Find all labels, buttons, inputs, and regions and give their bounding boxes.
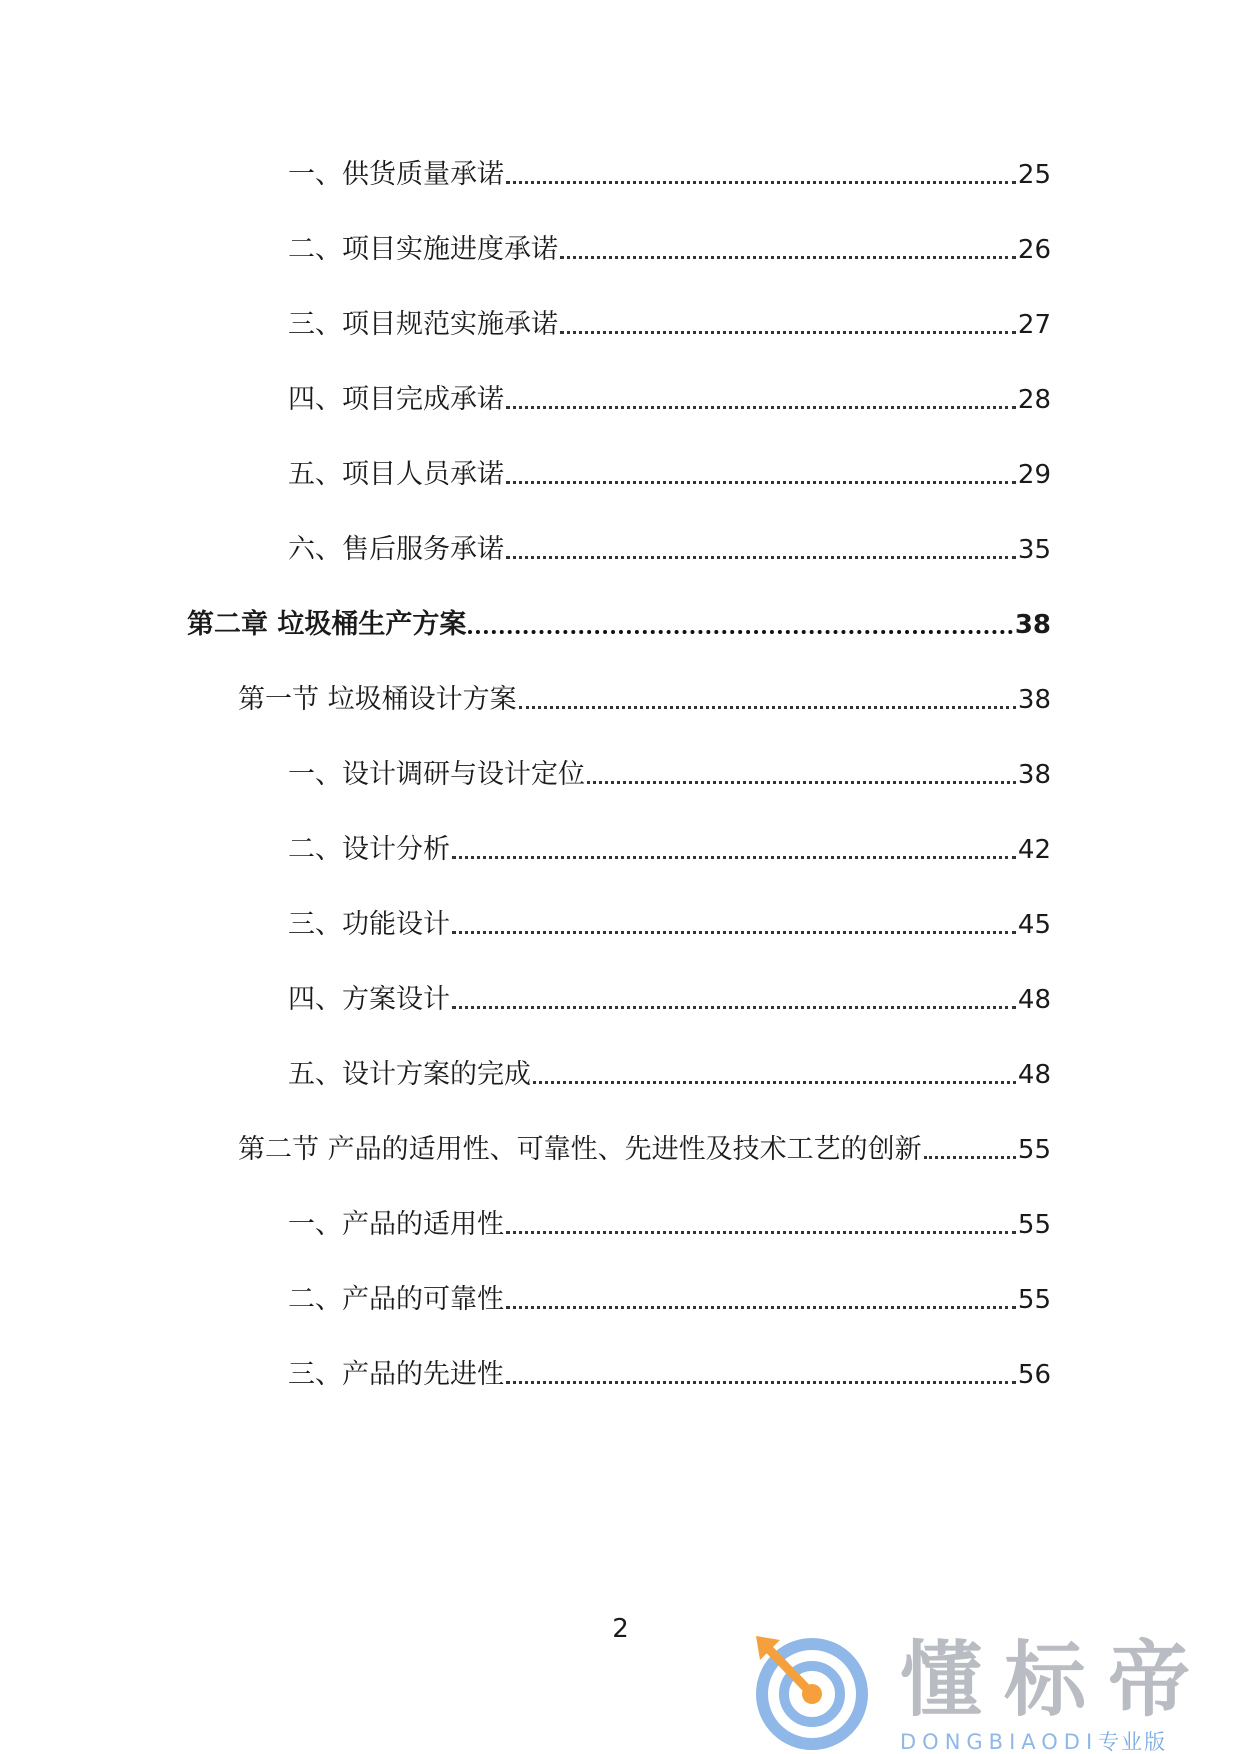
- toc-entry[interactable]: [288, 1055, 1051, 1095]
- toc-dot-leader: [452, 931, 1016, 934]
- toc-dot-leader: [506, 406, 1016, 409]
- page-number: 2: [612, 1614, 629, 1644]
- toc-entry-title: 五、项目人员承诺: [288, 459, 504, 490]
- toc-section-entry[interactable]: [238, 1130, 1051, 1170]
- toc-entry-title: 一、设计调研与设计定位: [288, 759, 585, 790]
- toc-entry-page: 38: [1017, 685, 1051, 715]
- toc-entry-page: 29: [1017, 460, 1051, 490]
- toc-entry-page: 26: [1017, 235, 1051, 265]
- toc-entry-page: 27: [1017, 310, 1051, 340]
- target-dart-icon: [750, 1630, 870, 1750]
- toc-dot-leader: [533, 1081, 1016, 1084]
- toc-entry[interactable]: [288, 530, 1051, 570]
- toc-entry-page: 35: [1017, 535, 1051, 565]
- toc-entry[interactable]: [288, 305, 1051, 345]
- toc-dot-leader: [506, 556, 1016, 559]
- toc-entry-title: 第二章 垃圾桶生产方案: [187, 609, 467, 640]
- toc-dot-leader: [506, 1381, 1016, 1384]
- toc-entry-title: 二、产品的可靠性: [288, 1284, 504, 1315]
- toc-entry[interactable]: [288, 755, 1051, 795]
- toc-entry-title: 六、售后服务承诺: [288, 534, 504, 565]
- toc-entry-title: 一、供货质量承诺: [288, 159, 504, 190]
- toc-dot-leader: [506, 1306, 1016, 1309]
- toc-entry-title: 四、项目完成承诺: [288, 384, 504, 415]
- toc-entry[interactable]: [288, 830, 1051, 870]
- watermark-subtitle-en: DONGBIAODI: [900, 1730, 1099, 1754]
- toc-entry-title: 三、项目规范实施承诺: [288, 309, 558, 340]
- brand-watermark: [750, 1630, 1220, 1754]
- toc-dot-leader: [506, 1231, 1016, 1234]
- toc-entry[interactable]: [288, 380, 1051, 420]
- toc-entry-title: 五、设计方案的完成: [288, 1059, 531, 1090]
- toc-dot-leader: [506, 481, 1016, 484]
- watermark-subtitle-cn: 专业版: [1098, 1730, 1168, 1754]
- toc-entry-page: 25: [1017, 160, 1051, 190]
- toc-entry-page: 28: [1017, 385, 1051, 415]
- toc-entry-page: 48: [1017, 985, 1051, 1015]
- toc-entry-page: 55: [1017, 1135, 1051, 1165]
- toc-entry-page: 55: [1017, 1285, 1051, 1315]
- toc-entry-title: 第二节 产品的适用性、可靠性、先进性及技术工艺的创新: [238, 1134, 922, 1165]
- toc-entry-title: 四、方案设计: [288, 984, 450, 1015]
- toc-entry-title: 一、产品的适用性: [288, 1209, 504, 1240]
- toc-chapter-entry[interactable]: [187, 605, 1051, 645]
- toc-dot-leader: [468, 630, 1012, 634]
- toc-dot-leader: [587, 781, 1016, 784]
- toc-entry-page: 56: [1017, 1360, 1051, 1390]
- toc-entry[interactable]: [288, 230, 1051, 270]
- toc-dot-leader: [924, 1156, 1016, 1159]
- watermark-brand-name: 懂标帝: [900, 1633, 1213, 1728]
- toc-entry[interactable]: [288, 905, 1051, 945]
- toc-dot-leader: [560, 256, 1016, 259]
- toc-entry[interactable]: [288, 155, 1051, 195]
- toc-entry[interactable]: [288, 455, 1051, 495]
- toc-dot-leader: [452, 1006, 1016, 1009]
- toc-entry-title: 第一节 垃圾桶设计方案: [238, 684, 517, 715]
- toc-entry[interactable]: [288, 980, 1051, 1020]
- toc-entry-title: 二、项目实施进度承诺: [288, 234, 558, 265]
- toc-entry-page: 42: [1017, 835, 1051, 865]
- toc-entry-page: 38: [1014, 610, 1051, 640]
- watermark-subtitle: [900, 1730, 1167, 1754]
- toc-entry[interactable]: [288, 1280, 1051, 1320]
- toc-entry-page: 45: [1017, 910, 1051, 940]
- toc-dot-leader: [506, 181, 1016, 184]
- toc-section-entry[interactable]: [238, 680, 1051, 720]
- toc-entry[interactable]: [288, 1355, 1051, 1395]
- toc-dot-leader: [519, 706, 1016, 709]
- toc-dot-leader: [560, 331, 1016, 334]
- toc-entry[interactable]: [288, 1205, 1051, 1245]
- toc-entry-title: 三、产品的先进性: [288, 1359, 504, 1390]
- toc-dot-leader: [452, 856, 1016, 859]
- toc-entry-page: 48: [1017, 1060, 1051, 1090]
- toc-entry-title: 三、功能设计: [288, 909, 450, 940]
- toc-entry-title: 二、设计分析: [288, 834, 450, 865]
- toc-entry-page: 38: [1017, 760, 1051, 790]
- toc-entry-page: 55: [1017, 1210, 1051, 1240]
